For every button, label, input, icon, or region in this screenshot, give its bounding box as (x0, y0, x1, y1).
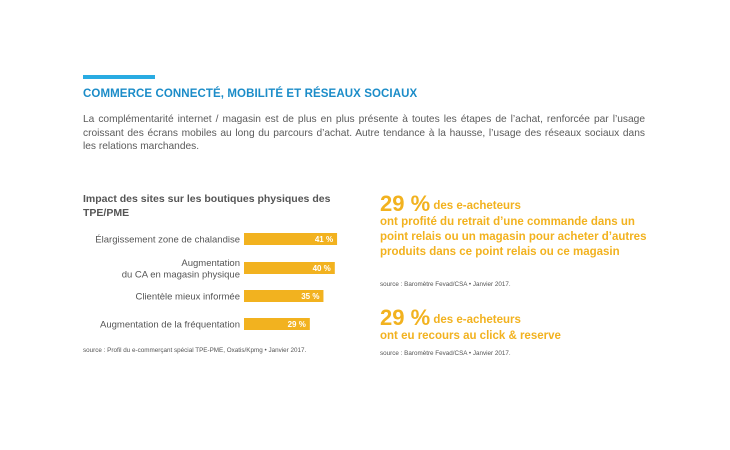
section-accent-line (83, 75, 155, 79)
intro-paragraph: La complémentarité internet / magasin est de plus en plus présente à toutes les étapes de l’achat, renforcée par l’usage croissant des écrans mobiles au long du parcours d’achat. Autre tendance à la hausse, l’usage des réseaux sociaux dans les relations marchandes. (83, 114, 645, 152)
stat-text-first: des e-acheteurs (430, 200, 521, 212)
stat-text-first: des e-acheteurs (430, 314, 521, 326)
bar-chart (83, 220, 353, 345)
category-label: Augmentation du CA en magasin physique (121, 257, 240, 281)
category-label: Élargissement zone de chalandise (95, 234, 240, 246)
stat-click-reserve (380, 307, 650, 344)
chart-title: Impact des sites sur les boutiques physiques des TPE/PME (83, 193, 331, 219)
stat-value: 29 % (380, 191, 431, 216)
stat-text-rest: ont profité du retrait d’une commande dans un point relais ou un magasin pour acheter d’autres produits dans ce point relais ou ce magasin (380, 216, 647, 258)
stat-value: 29 % (380, 305, 431, 330)
stat-text-rest: ont eu recours au click & reserve (380, 330, 561, 342)
bar-value-label: 40 % (312, 264, 331, 273)
bar-value-label: 35 % (301, 292, 320, 301)
bar-value-label: 29 % (287, 320, 306, 329)
category-label: Augmentation de la fréquentation (100, 319, 240, 331)
stat-retrait (380, 193, 650, 260)
chart-source: source : Profil du e-commerçant spécial TPE-PME, Oxatis/Kpmg • Janvier 2017. (83, 347, 307, 354)
category-label: Clientèle mieux informée (135, 291, 240, 303)
bar-value-label: 41 % (314, 235, 334, 244)
section-title: COMMERCE CONNECTÉ, MOBILITÉ ET RÉSEAUX SOCIAUX (83, 88, 418, 100)
stat-source: source : Baromètre Fevad/CSA • Janvier 2017. (380, 350, 511, 357)
stat-source: source : Baromètre Fevad/CSA • Janvier 2017. (380, 281, 511, 288)
